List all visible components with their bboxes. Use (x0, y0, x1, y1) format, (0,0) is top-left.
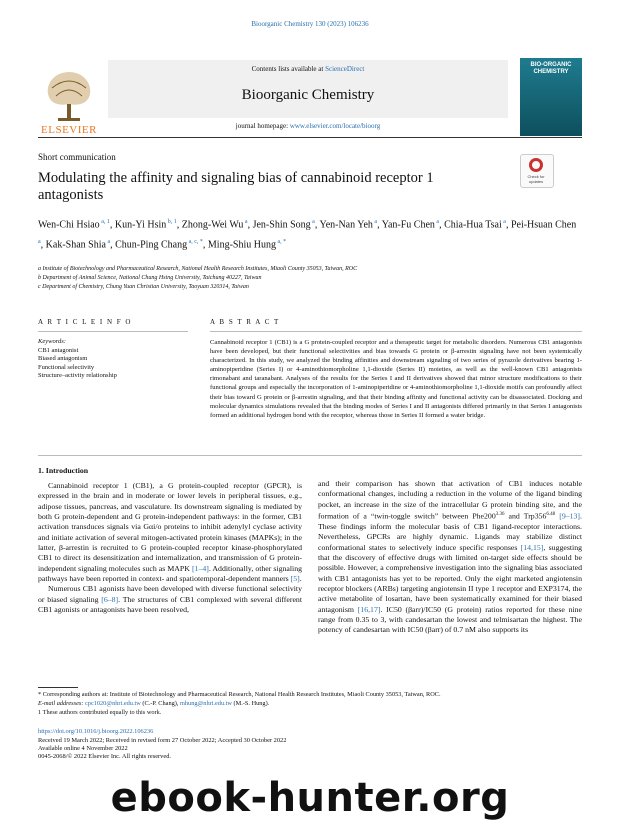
footnote-equal-contribution: 1 These authors contributed equally to this work. (38, 709, 162, 716)
received-dates: Received 19 March 2022; Received in revised form 27 October 2022; Accepted 30 October 2022 (38, 737, 287, 744)
author-affiliation-marker: a, c, * (187, 239, 203, 246)
paragraph-text: . Additionally, other signaling pathways have been reported in context- and spatiotemporal-dependent manners (38, 563, 302, 584)
citation-link[interactable]: [1–4] (191, 563, 209, 573)
article-title: Modulating the affinity and signaling bias of cannabinoid receptor 1 antagonists (38, 170, 434, 203)
sciencedirect-link[interactable]: ScienceDirect (325, 65, 365, 73)
author-name[interactable]: Zhong-Wei Wu (181, 219, 244, 231)
author-name[interactable]: Pei-Hsuan Chen (510, 219, 577, 231)
contents-line (108, 65, 508, 73)
check-updates-label: Check for updates (527, 174, 545, 184)
affiliation-b: b Department of Animal Science, National Chung Hsing University, Taichung 40227, Taiwan (38, 275, 262, 281)
email-label: E-mail addresses: (38, 700, 85, 707)
superscript: 3.36 (495, 512, 505, 518)
email-owner: (M.-S. Hung). (231, 700, 270, 707)
abstract-heading: A B S T R A C T (210, 318, 280, 326)
author-name[interactable]: Chun-Ping Chang (115, 239, 188, 251)
paragraph-text: , suggesting that the discovery of effective drugs with limited on-target side effects should be possible. However, a comprehensive investigation into the signaling bias associated with CB1 antagonists has yet to be reported. Only the eight marketed angiotensin receptor blockers (ARBs) targeting angiotensin II type 1 receptor and EXP3174, the active metabolite of losartan, have been systematically examined for their biased antagonism (318, 542, 582, 614)
paragraph-text: Numerous CB1 agonists have been developed with diverse functional selectivity or biased signaling (38, 584, 302, 604)
homepage-link[interactable]: www.elsevier.com/locate/bioorg (289, 122, 381, 130)
author-list: Wen-Chi Hsiao $^{a, 1}$, Kun-Yi Hsin $^{b, 1}$, Zhong-Wei Wu $^a$, Jen-Shin Song $^a$, Yen-Nan Yeh $^a$, Yan-Fu Chen $^a$, Chia-Hua Tsai $^a$, Pei-Hsuan Chen $^a$, Kak-Shan Shia $^a$, Chun-Ping Chang $^{a, c, *}$, Ming-Shiu Hung $^{a, *}$ (38, 219, 577, 251)
superscript: 6.48 (546, 512, 556, 518)
author-name[interactable]: Chia-Hua Tsai (444, 219, 502, 231)
abstract-bottom-rule (38, 455, 582, 456)
article-type: Short communication (38, 152, 116, 162)
check-updates-icon (529, 158, 543, 172)
body-column-left (38, 481, 302, 615)
article-info-heading: A R T I C L E I N F O (38, 318, 132, 326)
author-affiliation-marker: a (310, 219, 315, 225)
body-column-right (318, 479, 582, 636)
elsevier-wordmark: ELSEVIER (41, 124, 97, 136)
available-online: Available online 4 November 2022 (38, 745, 128, 752)
journal-cover-text: BIO-ORGANIC CHEMISTRY (530, 62, 572, 75)
affiliation-c: c Department of Chemistry, Chung Yuan Christian University, Taoyuan 320314, Taiwan (38, 284, 249, 290)
citation-link[interactable]: [16,17] (357, 604, 381, 614)
paragraph-text: and Trp356 (504, 511, 547, 521)
paragraph: Cannabinoid receptor 1 (CB1), a G protein-coupled receptor (GPCR), is expressed in the brain and in moderate or lower levels in peripheral tissues, e.g., adipose tissues, pancreas, and vasculature. Its downstream signaling is mediated by both G protein-dependent and G protein-independent pathways: in the former, CB1 activation transduces signals via Gαi/o proteins to inhibit adenylyl cyclase activity and initiate activation of several mitogen-activated protein kinases (MAPKs); in the latter, β-arrestin is recruited to G protein-coupled receptor kinase-phosphorylated CB1 to direct its desensitization and internalization, and transmission of G protein-independent signaling molecules such as MAPK [1–4]. Additionally, other signaling pathways have been reported in context- and spatiotemporal-dependent manners [5]. (38, 481, 302, 584)
author-affiliation-marker: a (501, 219, 506, 225)
paragraph (38, 584, 302, 615)
author-name[interactable]: Kun-Yi Hsin (114, 219, 167, 231)
author-name[interactable]: Ming-Shiu Hung (207, 239, 276, 251)
footnote-corresponding: * Corresponding authors at: Institute of Biotechnology and Pharmaceutical Research, National Health Research Institutes, Miaoli County 35053, Taiwan, ROC. (38, 691, 441, 698)
author-affiliation-marker: a (243, 219, 248, 225)
author-affiliation-marker: a (434, 219, 440, 225)
paragraph-text: . IC50 (βarr)/IC50 (G protein) ratios reported for these nine range from 0.35 to 3, with candesartan the lowest and telmisartan the highest. The potency of candesartan with IC50 (βarr) of 0.7 nM also supports its (318, 604, 582, 635)
author-affiliation-marker: a (372, 219, 378, 225)
footnote-emails (38, 700, 582, 709)
keyword-item: Biased antagonism (38, 355, 88, 362)
paragraph-text: and their comparison has shown that activation of CB1 induces notable conformational changes, including a reduction in the volume of the ligand binding pocket, an increase in the size of the intracellular G protein binding site, and the formation of a “twin-toggle switch” between Phe200 (318, 479, 582, 521)
header-rule (38, 137, 582, 138)
citation-link[interactable]: [6–8] (101, 594, 119, 604)
author-name[interactable]: Wen-Chi Hsiao (38, 219, 100, 231)
author-affiliation-marker: a, 1 (99, 219, 110, 225)
paragraph-text: . The structures of CB1 complexed with several different CB1 agonists or antagonists have been resolved, (38, 594, 302, 615)
citation-link[interactable]: [5] (290, 574, 300, 584)
keywords-label: Keywords: (38, 338, 66, 345)
journal-title: Bioorganic Chemistry (241, 87, 375, 103)
email-owner: (C.-P. Chang), (140, 700, 180, 707)
paragraph (318, 479, 582, 636)
footnote-rule (38, 687, 78, 688)
homepage-prefix: journal homepage: (235, 122, 290, 130)
copyright: 0045-2068/© 2022 Elsevier Inc. All rights reserved. (38, 753, 171, 760)
author-name[interactable]: Kak-Shan Shia (45, 239, 106, 251)
affiliation-a: a Institute of Biotechnology and Pharmaceutical Research, National Health Research Institutes, Miaoli County 35053, Taiwan, ROC (38, 266, 358, 272)
introduction-heading: 1. Introduction (38, 466, 89, 475)
abstract-rule (210, 331, 582, 332)
email-link[interactable]: cpc1020@nhri.edu.tw (85, 700, 141, 707)
contents-prefix: Contents lists available at (251, 65, 326, 73)
journal-homepage (108, 122, 508, 130)
journal-citation[interactable]: Bioorganic Chemistry 130 (2023) 106236 (251, 20, 369, 28)
citation-link[interactable]: [9–13] (559, 511, 581, 521)
author-name[interactable]: Jen-Shin Song (252, 219, 311, 231)
keyword-item: CB1 antagonist (38, 346, 79, 354)
keyword-item: Functional selectivity (38, 363, 95, 371)
author-name[interactable]: Yen-Nan Yeh (319, 219, 373, 231)
watermark: ebook-hunter.org (110, 775, 510, 821)
keyword-item: Structure–activity relationship (38, 372, 117, 379)
author-affiliation-marker: a (38, 239, 41, 246)
email-link[interactable]: mhung@nhri.edu.tw (180, 700, 232, 707)
author-affiliation-marker: b, 1 (166, 219, 177, 225)
paragraph-text: . These findings inform the molecular basis of CB1 ligand-receptor interactions. Nevertheless, GPCRs are highly dynamic. Ligands may stabilize distinct conformational states to selectively induce specific responses (318, 511, 582, 552)
author-affiliation-marker: a, * (275, 239, 287, 246)
doi-link[interactable]: https://doi.org/10.1016/j.bioorg.2022.106236 (38, 728, 154, 735)
author-name[interactable]: Yan-Fu Chen (381, 219, 435, 231)
abstract-text: Cannabinoid receptor 1 (CB1) is a G protein-coupled receptor and a therapeutic target for metabolic disorders. Numerous CB1 antagonists have been developed, but their functional selectivities and bias towards G protein or β-arrestin signaling have not been systemically characterized. In this study, we analyzed the binding affinities and downstream signaling of two series of pyrazole derivatives bearing 1-aminopiperidine (Series I) or 4-aminothiomorpholine 1,1-dioxide (Series II) moieties, as well as the well-known CB1 antagonists rimonabant and taranabant. Analyses of the results for the Series I and II derivatives showed that minor structure modifications to their functional groups and especially the incorporation of 1-aminopiperidine or 4-aminothiomorpholine 1,1-dioxide motifs can profoundly affect their bias toward G protein or β-arrestin signaling, and that their binding affinity and functional activity can be disassociated. Docking and molecular dynamics simulations revealed that the binding modes of Series I and II antagonists differed primarily in that Series I antagonists formed an additional hydrogen bond with the receptor, whereas those in Series II formed a water bridge. (210, 339, 582, 419)
citation-link[interactable]: [14,15] (520, 542, 544, 552)
article-info-rule (38, 331, 188, 332)
paragraph-text: Cannabinoid receptor 1 (CB1), a G protein-coupled receptor (GPCR), is expressed in the brain and in moderate or lower levels in peripheral tissues, e.g., adipose tissues, pancreas, and vasculature. Its downstream signaling is mediated by both G protein-dependent and G protein-independent pathways: in the former, CB1 activation transduces signals via Gαi/o proteins to inhibit adenylyl cyclase activity and initiate activation of several mitogen-activated protein kinases (MAPKs); in the latter, β-arrestin is recruited to G protein-coupled receptor kinase-phosphorylated CB1 to direct its desensitization and internalization, and transmission of G protein-independent signaling molecules such as MAPK (38, 481, 302, 573)
author-affiliation-marker: a (105, 239, 111, 246)
